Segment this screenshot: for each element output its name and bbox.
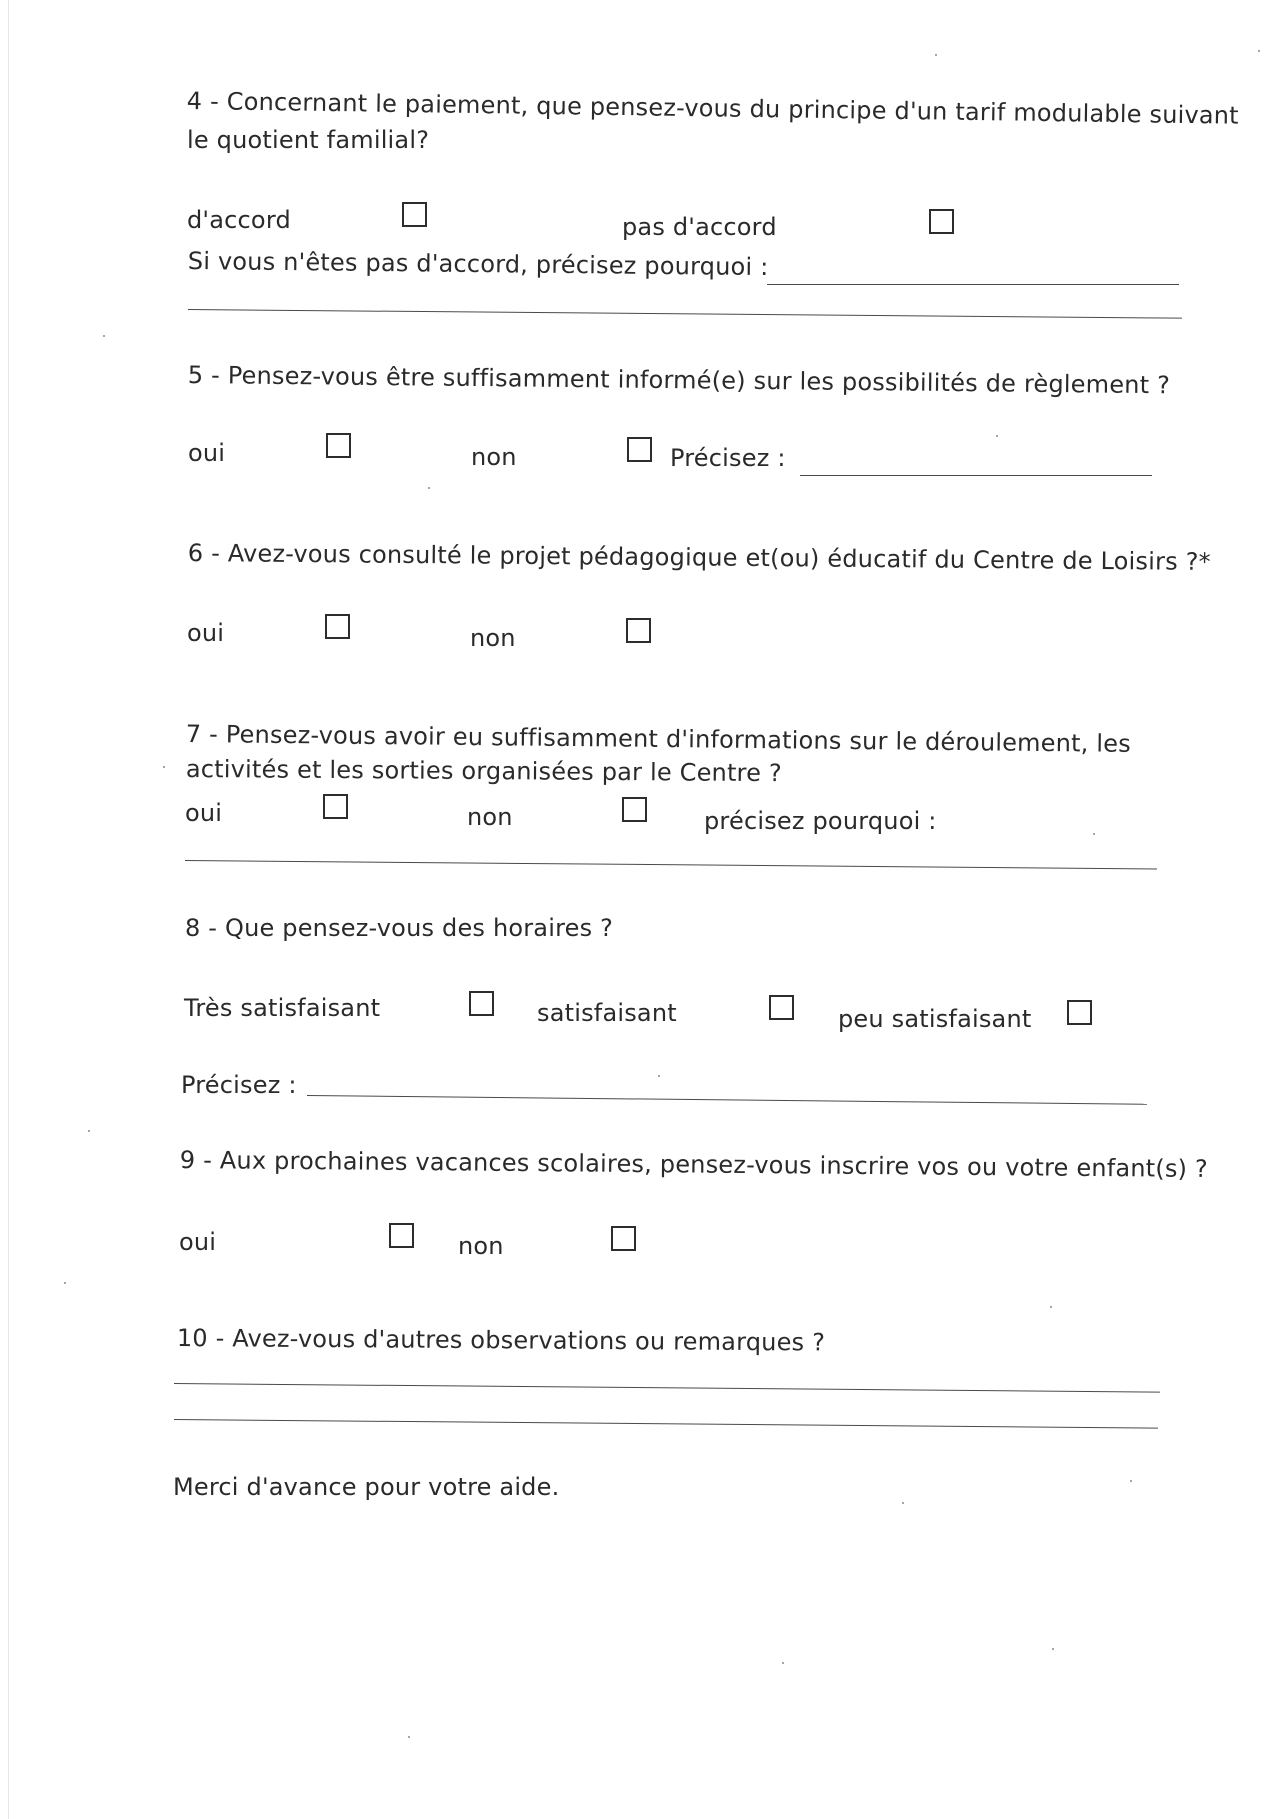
q4-question-line1: 4 - Concernant le paiement, que pensez-vous du principe d'un tarif modulable suivant <box>186 86 1239 130</box>
q9-yes-checkbox[interactable] <box>389 1223 414 1248</box>
q9-no-checkbox[interactable] <box>611 1226 636 1251</box>
scan-speck <box>163 766 165 768</box>
scan-speck <box>1130 1480 1132 1482</box>
q6-yes-label: oui <box>187 619 225 647</box>
q8-very-satisfied-label: Très satisfaisant <box>184 994 381 1022</box>
q8-little-satisfied-checkbox[interactable] <box>1067 1000 1092 1025</box>
q10-answer-line-1[interactable] <box>174 1383 1160 1393</box>
q4-disagree-label: pas d'accord <box>622 213 777 241</box>
q5-yes-label: oui <box>188 439 226 467</box>
q7-specify-label: précisez pourquoi : <box>704 807 937 835</box>
q4-question-line2: le quotient familial? <box>187 126 430 154</box>
q8-very-satisfied-checkbox[interactable] <box>469 991 494 1016</box>
q5-specify-line[interactable] <box>800 475 1152 476</box>
q7-question-line1: 7 - Pensez-vous avoir eu suffisamment d'informations sur le déroulement, les <box>185 719 1132 758</box>
q8-satisfied-label: satisfaisant <box>537 999 677 1027</box>
page-edge <box>8 0 9 1819</box>
scan-speck <box>935 54 937 56</box>
q9-yes-label: oui <box>179 1228 217 1256</box>
closing-thanks: Merci d'avance pour votre aide. <box>173 1473 560 1501</box>
q8-little-satisfied-label: peu satisfaisant <box>838 1005 1032 1033</box>
q8-specify-line[interactable] <box>307 1095 1147 1105</box>
q10-answer-line-2[interactable] <box>174 1419 1158 1429</box>
scan-speck <box>64 1282 66 1284</box>
scan-speck <box>996 435 998 437</box>
q5-specify-label: Précisez : <box>670 444 786 472</box>
q5-question: 5 - Pensez-vous être suffisamment informé(e) sur les possibilités de règlement ? <box>187 360 1171 400</box>
q5-yes-checkbox[interactable] <box>326 433 351 458</box>
q4-disagree-prompt: Si vous n'êtes pas d'accord, précisez pourquoi : <box>187 246 769 282</box>
q7-question-line2: activités et les sorties organisées par le Centre ? <box>185 755 782 788</box>
scan-speck <box>1050 1306 1052 1308</box>
q5-no-checkbox[interactable] <box>627 437 652 462</box>
q6-no-label: non <box>470 624 516 652</box>
q9-question: 9 - Aux prochaines vacances scolaires, pensez-vous inscrire vos ou votre enfant(s) ? <box>179 1146 1209 1183</box>
q4-agree-label: d'accord <box>187 206 291 234</box>
scan-speck <box>1258 50 1260 52</box>
q7-no-label: non <box>467 803 513 831</box>
scan-speck <box>782 1662 784 1664</box>
q10-question: 10 - Avez-vous d'autres observations ou remarques ? <box>176 1324 826 1357</box>
q4-reason-line-1[interactable] <box>767 284 1179 285</box>
q4-agree-checkbox[interactable] <box>402 202 427 227</box>
scan-speck <box>1093 833 1095 835</box>
scan-speck <box>103 335 105 337</box>
q4-reason-line-2[interactable] <box>188 309 1182 319</box>
q7-specify-line[interactable] <box>185 860 1157 869</box>
q6-question: 6 - Avez-vous consulté le projet pédagogique et(ou) éducatif du Centre de Loisirs ?* <box>187 538 1211 576</box>
q7-yes-checkbox[interactable] <box>323 794 348 819</box>
q7-yes-label: oui <box>185 799 223 827</box>
scan-speck <box>658 1075 660 1077</box>
q6-no-checkbox[interactable] <box>626 618 651 643</box>
q8-satisfied-checkbox[interactable] <box>769 995 794 1020</box>
q7-no-checkbox[interactable] <box>622 797 647 822</box>
q5-no-label: non <box>471 443 517 471</box>
q8-specify-label: Précisez : <box>181 1071 297 1099</box>
scan-speck <box>428 487 430 489</box>
scan-speck <box>88 1130 90 1132</box>
scan-speck <box>408 1736 410 1738</box>
q9-no-label: non <box>458 1232 504 1260</box>
scan-speck <box>1052 1648 1054 1650</box>
scan-speck <box>902 1502 904 1504</box>
q6-yes-checkbox[interactable] <box>325 614 350 639</box>
q4-disagree-checkbox[interactable] <box>929 209 954 234</box>
q8-question: 8 - Que pensez-vous des horaires ? <box>185 914 614 942</box>
